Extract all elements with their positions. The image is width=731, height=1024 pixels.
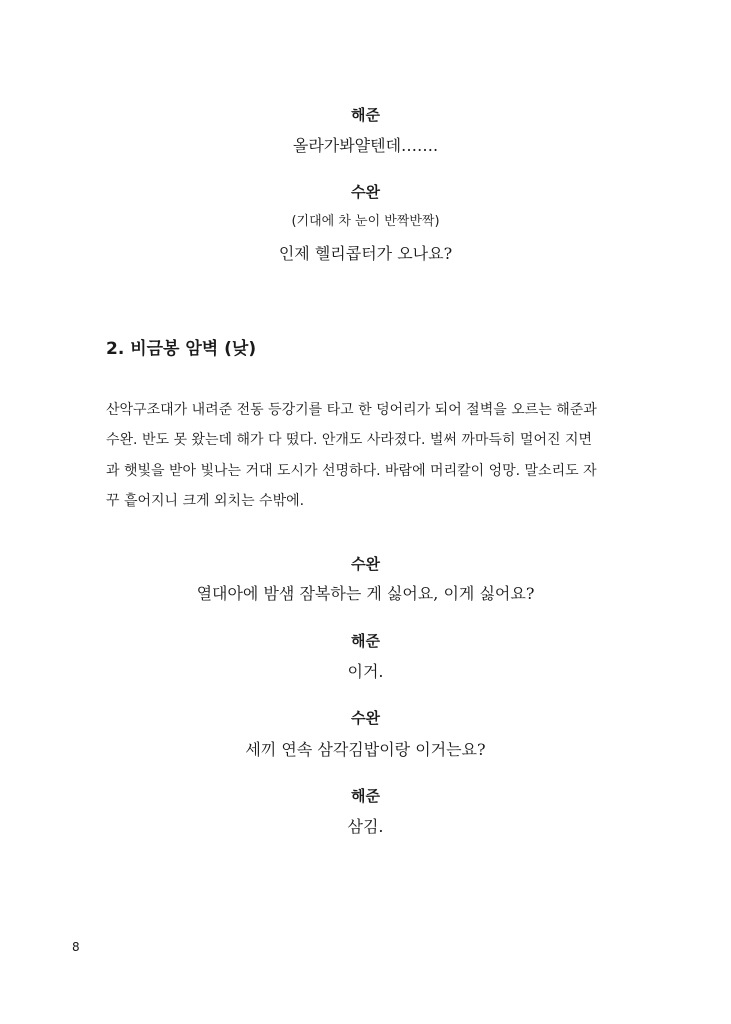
dialogue-line: 인제 헬리콥터가 오나요? (278, 244, 453, 263)
speaker-name: 해준 (351, 106, 380, 124)
page-number: 8 (72, 940, 80, 954)
scene-heading: 2. 비금봉 암벽 (낮) (106, 339, 257, 359)
dialogue-line: 세끼 연속 삼각김밥이랑 이거는요? (245, 740, 486, 759)
dialogue-line: 삼김. (347, 817, 384, 836)
action-line: 산악구조대가 내려준 전동 등강기를 타고 한 덩어리가 되어 절벽을 오르는 해준과 (106, 402, 597, 418)
speaker-name: 해준 (351, 787, 380, 805)
action-line: 꾸 흩어지니 크게 외치는 수밖에. (106, 493, 305, 509)
dialogue-line: 열대아에 밤샘 잠복하는 게 싫어요, 이게 싫어요? (196, 584, 535, 603)
speaker-name: 수완 (351, 183, 380, 201)
stage-direction: (기대에 차 눈이 반짝반짝) (291, 214, 440, 229)
dialogue-line: 이거. (347, 662, 384, 681)
dialogue-line: 올라가봐얄텐데……. (292, 136, 439, 155)
speaker-name: 수완 (351, 709, 380, 727)
speaker-name: 수완 (351, 555, 380, 573)
action-line: 과 햇빛을 받아 빛나는 거대 도시가 선명하다. 바람에 머리칼이 엉망. 말소리도 자 (106, 463, 597, 479)
speaker-name: 해준 (351, 632, 380, 650)
action-line: 수완. 반도 못 왔는데 해가 다 떴다. 안개도 사라졌다. 벌써 까마득히 멀어진 지면 (106, 432, 592, 448)
